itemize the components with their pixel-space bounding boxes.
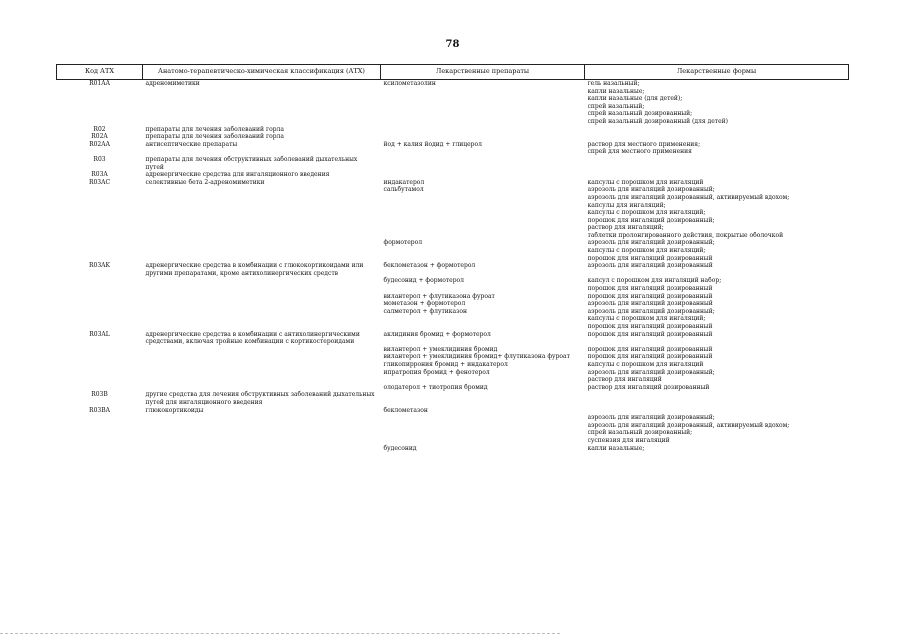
atc-code-cell: R03 bbox=[93, 155, 106, 163]
dosage-form-line: суспензия для ингаляций bbox=[587, 436, 670, 444]
table-row bbox=[57, 156, 849, 171]
drug-cell bbox=[381, 126, 585, 134]
classification-cell bbox=[143, 277, 381, 292]
drug-cell bbox=[381, 156, 585, 171]
dosage-forms-cell bbox=[585, 308, 849, 331]
table-row bbox=[57, 407, 849, 445]
dosage-forms-cell bbox=[585, 186, 849, 239]
classification-cell: селективные бета 2-адреномиметики bbox=[145, 178, 265, 186]
page-number: 78 bbox=[445, 39, 460, 50]
table-row bbox=[57, 277, 849, 292]
dosage-form-line: спрей назальный дозированный; bbox=[587, 110, 693, 118]
dosage-forms-cell bbox=[585, 353, 849, 361]
dosage-form-line: раствор для местного применения; bbox=[587, 140, 701, 148]
dosage-form-line: аэрозоль для ингаляций дозированный; bbox=[587, 307, 715, 315]
drug-cell: вилантерол + флутиказона фуроат bbox=[383, 292, 495, 300]
atc-code-cell: R03AC bbox=[88, 178, 111, 186]
dosage-forms-cell bbox=[585, 80, 849, 126]
drug-cell: будесонид bbox=[383, 444, 417, 452]
table-row bbox=[57, 262, 849, 277]
table-row bbox=[57, 346, 849, 354]
dosage-form-line: аэрозоль для ингаляций дозированный, активируемый вдохом; bbox=[587, 193, 790, 201]
table-row bbox=[57, 331, 849, 346]
classification-cell: глюкокортикоиды bbox=[145, 406, 204, 414]
dosage-forms-cell bbox=[585, 141, 849, 156]
atc-code-cell: R03B bbox=[91, 391, 108, 399]
dosage-forms-cell bbox=[585, 133, 849, 141]
dosage-forms-cell bbox=[585, 239, 849, 262]
drug-cell bbox=[381, 391, 585, 406]
classification-cell bbox=[143, 186, 381, 239]
table-row bbox=[57, 239, 849, 262]
drug-cell: формотерол bbox=[383, 239, 423, 247]
dosage-form-line: аэрозоль для ингаляций дозированный; bbox=[587, 368, 715, 376]
dosage-forms-cell bbox=[585, 300, 849, 308]
dosage-forms-cell bbox=[585, 171, 849, 179]
column-header-atc-code: Код АТХ bbox=[57, 65, 143, 80]
drug-cell: аклидиния бромид + формотерол bbox=[383, 330, 491, 338]
dosage-form-line: спрей назальный; bbox=[587, 102, 645, 110]
dosage-form-line: капсулы с порошком для ингаляций; bbox=[587, 315, 706, 323]
atc-code-cell bbox=[57, 353, 143, 361]
drug-cell: сальбутамол bbox=[383, 186, 424, 194]
classification-cell: адреномиметики bbox=[145, 80, 200, 87]
drug-cell: беклометазон bbox=[383, 406, 428, 414]
drug-cell: йод + калия йодид + глицерол bbox=[383, 140, 482, 148]
dosage-form-line: порошок для ингаляций дозированный bbox=[587, 330, 713, 338]
drug-cell: беклометазон + формотерол bbox=[383, 262, 476, 270]
table-row bbox=[57, 369, 849, 384]
classification-cell bbox=[143, 346, 381, 354]
dosage-form-line: аэрозоль для ингаляций дозированный; bbox=[587, 186, 715, 194]
dosage-form-line: порошок для ингаляций дозированный bbox=[587, 323, 713, 330]
dosage-form-line: капсулы с порошком для ингаляций bbox=[587, 178, 704, 186]
drug-cell: вилантерол + умеклидиния бромид+ флутиказона фуроат bbox=[383, 353, 570, 361]
dosage-form-line: порошок для ингаляций дозированный bbox=[587, 353, 713, 361]
dosage-form-line: аэрозоль для ингаляций дозированный, активируемый вдохом; bbox=[587, 421, 790, 429]
table-row bbox=[57, 361, 849, 369]
dosage-forms-cell bbox=[585, 277, 849, 292]
atc-code-cell bbox=[57, 384, 143, 392]
dosage-form-line: капли назальные; bbox=[587, 87, 645, 95]
dosage-forms-cell bbox=[585, 346, 849, 354]
atc-code-cell bbox=[57, 369, 143, 384]
dosage-forms-cell bbox=[585, 369, 849, 384]
drug-cell: салметерол + флутиказон bbox=[383, 307, 468, 315]
classification-cell: препараты для лечения заболеваний горла bbox=[145, 125, 284, 133]
dosage-forms-cell bbox=[585, 156, 849, 171]
table-row bbox=[57, 293, 849, 301]
scan-artifact-line bbox=[0, 633, 560, 634]
dosage-form-line: раствор для ингаляций bbox=[587, 376, 662, 384]
classification-cell: препараты для лечения обструктивных заболеваний дыхательных путей bbox=[145, 155, 358, 171]
atc-code-cell bbox=[57, 186, 143, 239]
dosage-form-line: спрей назальный дозированный (для детей) bbox=[587, 117, 729, 125]
atc-code-cell: R03BA bbox=[89, 406, 110, 414]
drug-cell bbox=[381, 133, 585, 141]
classification-cell bbox=[143, 239, 381, 262]
dosage-form-line: гель назальный; bbox=[587, 80, 640, 87]
column-header-dosage-forms: Лекарственные формы bbox=[585, 65, 849, 80]
dosage-forms-cell bbox=[585, 293, 849, 301]
dosage-forms-cell bbox=[585, 331, 849, 346]
atc-code-cell bbox=[57, 361, 143, 369]
dosage-form-line: капсулы с порошком для ингаляций; bbox=[587, 247, 706, 255]
dosage-form-line: таблетки пролонгированного действия, покрытые оболочкой bbox=[587, 231, 784, 239]
column-header-classification: Анатомо-терапевтическо-химическая классификация (АТХ) bbox=[143, 65, 381, 80]
table-row bbox=[57, 300, 849, 308]
dosage-form-line: капсул с порошком для ингаляций набор; bbox=[587, 277, 722, 285]
dosage-form-line: спрей назальный дозированный; bbox=[587, 429, 693, 437]
dosage-form-line: раствор для ингаляций дозированный bbox=[587, 383, 710, 391]
atc-code-cell: R01AA bbox=[89, 80, 110, 87]
table-row bbox=[57, 445, 849, 453]
atc-code-cell bbox=[57, 293, 143, 301]
drug-cell: гликопиррония бромид + индакатерол bbox=[383, 360, 508, 368]
atc-code-cell: R03A bbox=[91, 171, 108, 179]
atc-code-cell bbox=[57, 300, 143, 308]
table-row bbox=[57, 141, 849, 156]
table-row bbox=[57, 308, 849, 331]
dosage-form-line: порошок для ингаляций дозированный bbox=[587, 254, 713, 262]
table-row bbox=[57, 353, 849, 361]
atc-code-cell: R03AK bbox=[89, 262, 110, 270]
dosage-forms-cell bbox=[585, 445, 849, 453]
dosage-form-line: порошок для ингаляций дозированный bbox=[587, 292, 713, 300]
table-row bbox=[57, 171, 849, 179]
classification-cell: адренергические средства в комбинации с глюкокортикоидами или другими препаратами, кроме антихолинергических средств bbox=[145, 262, 364, 277]
dosage-form-line: аэрозоль для ингаляций дозированный; bbox=[587, 414, 715, 422]
atc-code-cell: R03AL bbox=[89, 330, 110, 338]
classification-cell bbox=[143, 353, 381, 361]
dosage-form-line: порошок для ингаляций дозированный bbox=[587, 285, 713, 293]
drug-cell: мометазон + формотерол bbox=[383, 300, 466, 308]
classification-cell bbox=[143, 384, 381, 392]
dosage-form-line: капсулы для ингаляций; bbox=[587, 201, 666, 209]
dosage-form-line: спрей для местного применения bbox=[587, 148, 692, 156]
column-header-drugs: Лекарственные препараты bbox=[381, 65, 585, 80]
dosage-form-line: аэрозоль для ингаляций дозированный; bbox=[587, 239, 715, 247]
atc-code-cell bbox=[57, 277, 143, 292]
dosage-form-line: порошок для ингаляций дозированный bbox=[587, 345, 713, 353]
table-row bbox=[57, 126, 849, 134]
drug-cell: будесонид + формотерол bbox=[383, 277, 464, 285]
dosage-forms-cell bbox=[585, 262, 849, 277]
table-row bbox=[57, 80, 849, 126]
table-row bbox=[57, 133, 849, 141]
drug-cell: вилантерол + умеклидиния бромид bbox=[383, 345, 498, 353]
atc-code-cell bbox=[57, 308, 143, 331]
dosage-forms-cell bbox=[585, 407, 849, 445]
atc-code-cell bbox=[57, 445, 143, 453]
classification-cell bbox=[143, 293, 381, 301]
dosage-form-line: капли назальные (для детей); bbox=[587, 95, 683, 103]
classification-cell bbox=[143, 369, 381, 384]
classification-cell: адренергические средства для ингаляционного введения bbox=[145, 171, 330, 179]
dosage-form-line: капли назальные; bbox=[587, 444, 645, 452]
drug-cell bbox=[381, 171, 585, 179]
atc-code-cell: R02AA bbox=[89, 140, 110, 148]
classification-cell: адренергические средства в комбинации с антихолинергическими средствами, включая тройные комбинации с кортикостероидами bbox=[145, 330, 360, 346]
drug-cell: ипратропия бромид + фенотерол bbox=[383, 368, 490, 376]
atc-code-cell bbox=[57, 346, 143, 354]
dosage-form-line: капсулы с порошком для ингаляций; bbox=[587, 209, 706, 217]
table-row bbox=[57, 179, 849, 187]
classification-cell: антисептические препараты bbox=[145, 140, 238, 148]
dosage-form-line: аэрозоль для ингаляций дозированный bbox=[587, 300, 713, 308]
table-header-row bbox=[57, 65, 849, 80]
dosage-form-line: раствор для ингаляций; bbox=[587, 224, 664, 232]
drug-cell: ксилометазолин bbox=[383, 80, 436, 87]
dosage-forms-cell bbox=[585, 384, 849, 392]
classification-cell bbox=[143, 361, 381, 369]
atc-code-cell bbox=[57, 239, 143, 262]
classification-cell bbox=[143, 308, 381, 331]
table-row bbox=[57, 391, 849, 406]
dosage-forms-cell bbox=[585, 391, 849, 406]
classification-cell: другие средства для лечения обструктивных заболеваний дыхательных путей для ингаляционного введения bbox=[145, 391, 375, 406]
drug-cell: индакатерол bbox=[383, 178, 425, 186]
classification-cell bbox=[143, 445, 381, 453]
table-row bbox=[57, 186, 849, 239]
dosage-form-line: порошок для ингаляций дозированный; bbox=[587, 216, 715, 224]
atc-code-cell: R02 bbox=[93, 125, 106, 133]
table-row bbox=[57, 384, 849, 392]
atc-table bbox=[56, 64, 849, 452]
classification-cell: препараты для лечения заболеваний горла bbox=[145, 133, 284, 141]
dosage-forms-cell bbox=[585, 126, 849, 134]
dosage-forms-cell bbox=[585, 361, 849, 369]
dosage-form-line: аэрозоль для ингаляций дозированный bbox=[587, 262, 713, 270]
atc-code-cell: R02A bbox=[91, 133, 108, 141]
classification-cell bbox=[143, 300, 381, 308]
drug-cell: олодатерол + тиотропия бромид bbox=[383, 383, 488, 391]
dosage-forms-cell bbox=[585, 179, 849, 187]
dosage-form-line: капсулы с порошком для ингаляций bbox=[587, 360, 704, 368]
